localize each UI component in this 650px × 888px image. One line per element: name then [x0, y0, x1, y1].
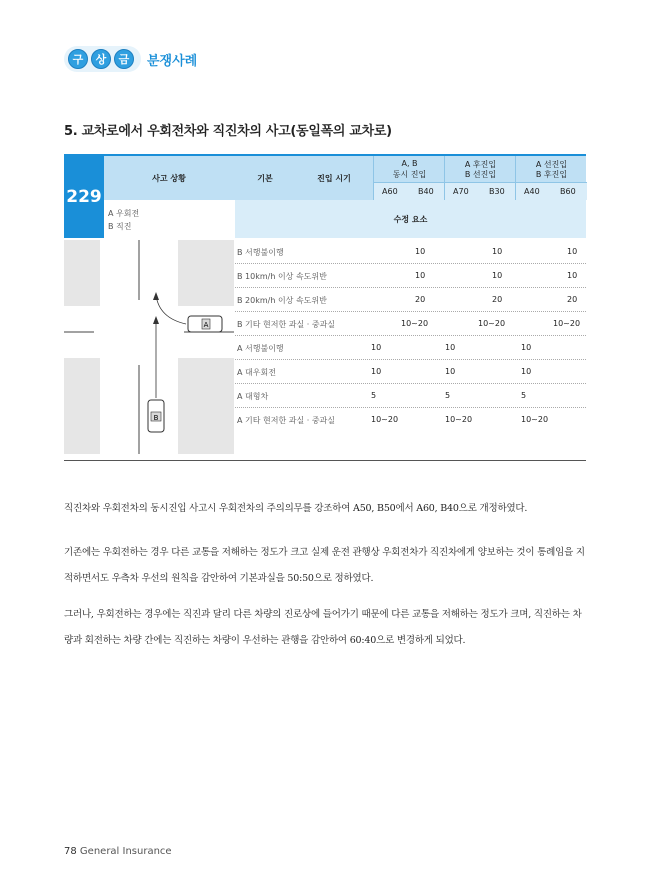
group-a-value: A40 [524, 187, 540, 196]
page-footer [64, 846, 172, 857]
car-a-icon [188, 316, 222, 332]
group-line2: B 후진입 [535, 170, 568, 179]
group-line2: B 선진입 [464, 170, 497, 179]
factor-row: A 대우회전 10 10 10 [235, 360, 586, 384]
intersection-diagram [64, 240, 234, 454]
paragraph: 그러나, 우회전하는 경우에는 직진과 달리 다른 차량의 진로상에 들어가기 때문에 다른 교통을 저해하는 정도가 크며, 직진하는 차량과 회전하는 차량 간에는 직진하는 차량이 우선하는 관행을 감안하여 60:40으로 변경하게 되었다. [64, 609, 582, 646]
group-line1: A, B [401, 159, 418, 168]
header-title: 분쟁사례 [147, 53, 198, 69]
col-entry-time: 진입 시기 [317, 173, 351, 183]
group-a-first [515, 156, 586, 200]
factor-row: A 서행불이행 10 10 10 [235, 336, 586, 360]
factor-row: A 기타 현저한 과실 · 중과실 10~20 10~20 10~20 [237, 415, 549, 425]
section-header [64, 46, 197, 72]
factor-row: B 20km/h 이상 속도위반 20 20 20 [235, 288, 586, 312]
factor-row: A 대형차 5 5 5 [235, 384, 586, 408]
factor-row: B 기타 현저한 과실 · 중과실 10~20 10~20 10~20 [235, 312, 586, 336]
factor-row: B 10km/h 이상 속도위반 10 10 10 [235, 264, 586, 288]
category-pills [64, 46, 141, 72]
factor-row: B 서행불이행 10 10 10 [235, 240, 586, 264]
party-cell [104, 200, 235, 238]
case-number: 229 [64, 156, 104, 238]
table-bottom-rule [64, 460, 586, 461]
category-pill: 구 [68, 49, 88, 69]
paragraph: 기존에는 우회전하는 경우 다른 교통을 저해하는 정도가 크고 실제 운전 관행상 우회전차가 직진차에게 양보하는 것이 통례임을 지적하면서도 우측차 우선의 원칙을 감안하여 기본과실을 50:50으로 정하였다. [64, 547, 585, 584]
group-line1: A 선진입 [535, 160, 568, 169]
footer-label: General Insurance [79, 846, 172, 857]
group-b-value: B40 [418, 187, 434, 196]
fault-table [64, 156, 586, 460]
group-a-value: A60 [382, 187, 398, 196]
party-b: B 직진 [108, 222, 132, 231]
car-b-icon [148, 400, 164, 432]
category-pill: 금 [114, 49, 134, 69]
group-line1: A 후진입 [464, 160, 497, 169]
page-number: 78 [64, 846, 77, 857]
group-a-value: A70 [453, 187, 469, 196]
group-b-value: B60 [560, 187, 576, 196]
col-basic: 기본 [257, 173, 273, 183]
col-situation: 사고 상황 [152, 173, 186, 183]
paragraph: 직진차와 우회전차의 동시진입 사고시 우회전차의 주의의무를 강조하여 A50, B50에서 A60, B40으로 개정하였다. [64, 503, 528, 514]
group-simultaneous [373, 156, 444, 200]
car-b-label: B [153, 414, 159, 422]
section-title: 5. 교차로에서 우회전차와 직진차의 사고(동일폭의 교차로) [64, 124, 392, 139]
category-pill: 상 [91, 49, 111, 69]
group-b-value: B30 [489, 187, 505, 196]
car-a-label: A [203, 321, 209, 329]
group-a-later [444, 156, 515, 200]
factor-header: 수정 요소 [393, 214, 428, 224]
group-line2: 동시 진입 [392, 170, 427, 179]
party-a: A 우회전 [108, 209, 140, 218]
